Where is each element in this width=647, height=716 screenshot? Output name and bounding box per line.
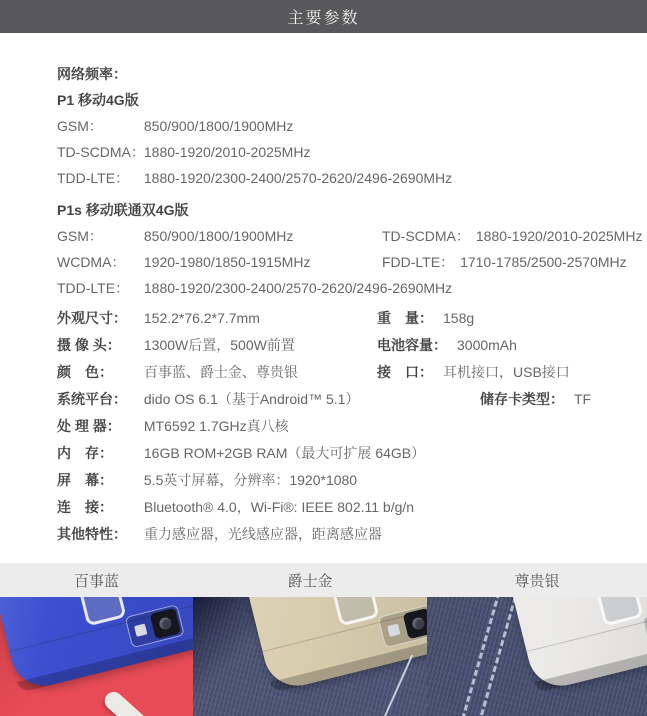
spec-label: TDD-LTE： <box>57 280 130 296</box>
spec-label: GSM： <box>57 228 103 244</box>
spec-value: Bluetooth® 4.0，Wi-Fi®: IEEE 802.11 b/g/n <box>143 499 415 515</box>
spec-row-tdscdma <box>57 139 647 165</box>
spec-label: 电池容量： <box>377 337 447 353</box>
spec-label: 外观尺寸： <box>57 310 127 326</box>
spec-value: 158g <box>443 310 475 326</box>
spec-label: 摄 像 头： <box>57 337 121 353</box>
phone-edge <box>534 619 647 693</box>
spec-label: 屏 幕： <box>57 472 113 488</box>
spec-value: 1880-1920/2300-2400/2570-2620/2496-2690MHz <box>143 280 453 296</box>
usb-cable <box>101 688 171 716</box>
spec-row-camera <box>57 332 647 359</box>
spec-value: 百事蓝、爵士金、尊贵银 <box>143 364 298 380</box>
spec-pair-2 <box>377 332 517 359</box>
spec-pair-2 <box>377 359 570 386</box>
spec-value: 1710-1785/2500-2570MHz <box>460 254 627 270</box>
spec-value: MT6592 1.7GHz真八核 <box>143 418 289 434</box>
spec-value: 5.5英寸屏幕，分辨率：1920*1080 <box>143 472 358 488</box>
spec-row-dimensions <box>57 305 647 332</box>
spec-label: 重 量： <box>377 310 433 326</box>
camera-flash <box>134 624 147 637</box>
phone-color-photos <box>0 597 647 716</box>
fingerprint-sensor <box>595 597 643 626</box>
color-label-jazz-gold: 爵士金 <box>287 572 333 590</box>
spec-row-tddlte-p1s <box>57 275 647 301</box>
spec-row-other-features <box>57 521 647 548</box>
spec-label: TDD-LTE： <box>57 170 130 186</box>
section-header <box>0 0 647 33</box>
spec-label: TD-SCDMA： <box>382 228 470 244</box>
p1s-model-heading: P1s 移动联通双4G版 <box>57 202 189 218</box>
spec-value: 850/900/1800/1900MHz <box>143 118 294 134</box>
spec-label: WCDMA： <box>57 254 126 270</box>
spec-label: 处 理 器： <box>57 418 121 434</box>
spec-row-gsm <box>57 113 647 139</box>
spec-value: 1300W后置，500W前置 <box>143 337 295 353</box>
spec-row-screen <box>57 467 647 494</box>
spec-label: FDD-LTE： <box>382 254 455 270</box>
spec-value: 耳机接口，USB接口 <box>443 364 570 380</box>
spec-value: 1880-1920/2300-2400/2570-2620/2496-2690MHz <box>143 170 453 186</box>
spec-value: 3000mAh <box>457 337 517 353</box>
p1-model-heading: P1 移动4G版 <box>57 92 139 108</box>
spec-label: 颜 色： <box>57 364 113 380</box>
spec-row-colors <box>57 359 647 386</box>
spec-value: dido OS 6.1（基于Android™ 5.1） <box>143 391 360 407</box>
rear-camera-module <box>642 604 647 648</box>
fingerprint-sensor <box>331 597 379 626</box>
photo-jazz-gold-phone <box>193 597 427 716</box>
spec-pair-2 <box>377 305 474 332</box>
spec-value: 1880-1920/2010-2025MHz <box>475 228 643 244</box>
spec-value: 16GB ROM+2GB RAM（最大可扩展 64GB） <box>143 445 426 461</box>
spec-value: TF <box>574 391 592 407</box>
spec-row-wcdma-p1s <box>57 249 647 275</box>
spec-value: 重力感应器，光线感应器，距离感应器 <box>143 526 382 542</box>
spec-pair-2 <box>382 223 642 249</box>
photo-pepsi-blue-phone <box>0 597 193 716</box>
spec-row-os <box>57 386 647 413</box>
spec-value: 1920-1980/1850-1915MHz <box>143 254 311 270</box>
spec-pair-2 <box>382 249 627 275</box>
photo-noble-silver-phone <box>427 597 647 716</box>
spec-label: 系统平台： <box>57 391 127 407</box>
camera-flash <box>387 624 400 637</box>
denim-stitches <box>459 597 520 716</box>
color-label-pepsi-blue: 百事蓝 <box>73 572 119 590</box>
spec-value: 1880-1920/2010-2025MHz <box>143 144 311 160</box>
phone-back-blue <box>0 597 193 693</box>
spec-row-cpu <box>57 413 647 440</box>
color-names-bar <box>0 563 647 597</box>
spec-label: GSM： <box>57 118 103 134</box>
spec-label: 连 接： <box>57 499 113 515</box>
spec-value: 152.2*76.2*7.7mm <box>143 310 260 326</box>
spec-row-connectivity <box>57 494 647 521</box>
spec-row-tddlte <box>57 165 647 191</box>
spec-label: 接 口： <box>377 364 433 380</box>
spec-label: 内 存： <box>57 445 113 461</box>
page-title: 主要参数 <box>287 10 360 27</box>
spec-label: TD-SCDMA： <box>57 144 145 160</box>
spec-pair-2 <box>480 386 591 413</box>
spec-list <box>0 33 647 563</box>
spec-row-memory <box>57 440 647 467</box>
spec-row-gsm-p1s <box>57 223 647 249</box>
color-label-noble-silver: 尊贵银 <box>514 572 560 590</box>
network-frequency-heading: 网络频率： <box>57 66 127 82</box>
fingerprint-sensor <box>78 597 126 626</box>
spec-value: 850/900/1800/1900MHz <box>143 228 294 244</box>
spec-label: 其他特性： <box>57 526 127 542</box>
spec-label: 储存卡类型： <box>480 391 564 407</box>
